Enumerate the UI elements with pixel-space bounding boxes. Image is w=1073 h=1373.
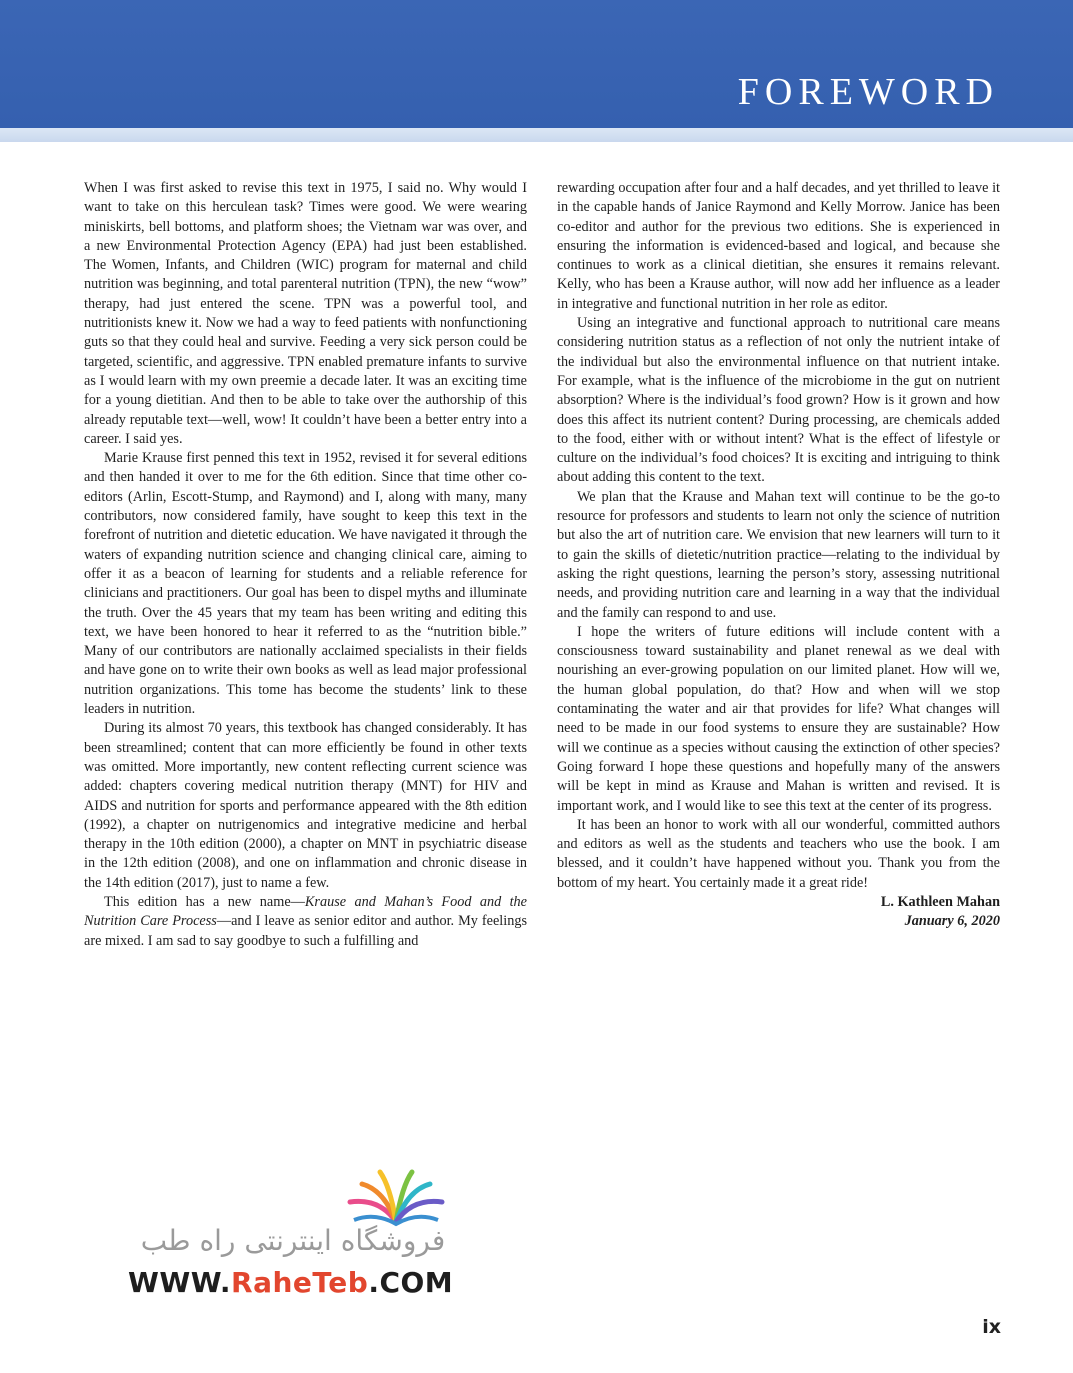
paragraph: Using an integrative and functional approach to nutritional care means considering nutrition status as a reflection of not only the nutrient intake of the individual but also the environmental influence on that nutrient intake. For example, what is the influence of the microbiome in the gut on nutrient absorption? Where is the individual’s food grown? How is it grown and how does this affect its nutrient content? During processing, are chemicals added to the food, either with or without intent? What is the effect of lifestyle or culture on the individual’s food choices? It is exciting and intriguing to think about adding this content to the text.: [557, 315, 1000, 486]
paragraph: We plan that the Krause and Mahan text will continue to be the go-to resource for professors and students to learn not only the science of nutrition but also the art of nutrition care. We envision that new learners will turn to it to gain the skills of dietetic/nutrition practice—relating to the individual by asking the right questions, learning the person’s story, assessing nutritional needs, and providing nutrition care and learning in a way that the individual and the family can respond to and use.: [557, 488, 1000, 621]
paragraph: It has been an honor to work with all our wonderful, committed authors and editors as well as the students and teachers who use the book. I am blessed, and it couldn’t have happened without you. Thank you from the bottom of my heart. You certainly made it a great ride!: [557, 816, 1000, 891]
signature-date: January 6, 2020: [904, 913, 1000, 930]
book-title: Krause and Mahan’s Food and the Nutrition Care Process: [84, 893, 527, 930]
page-title: FOREWORD: [737, 71, 999, 113]
watermark-logo: [128, 1168, 458, 1308]
signature-name: L. Kathleen Mahan: [880, 893, 1000, 910]
paragraph: rewarding occupation after four and a half decades, and yet thrilled to leave it in the capable hands of Janice Raymond and Kelly Morrow. Janice has been co-editor and author for the previous two editions. She is experienced in ensuring the information is evidenced-based and logical, and because she continues to work as a clinical dietitian, she ensures it remains relevant. Kelly, who has been a Krause author, will now add her influence as a leader in integrative and functional nutrition in her role as editor.: [557, 180, 1000, 312]
paragraph: During its almost 70 years, this textbook has changed considerably. It has been streamlined; content that can more efficiently be found in other texts was omitted. More importantly, new content reflecting current science was added: chapters covering medical nutrition therapy (MNT) for HIV and AIDS and nutrition for sports and performance appeared with the 8th edition (1992), a chapter on nutrigenomics and integrative medicine and herbal therapy in the 10th edition (2000), a chapter on MNT in psychiatric disease in the 12th edition (2008), and one on inflammation and chronic disease in the 14th edition (2017), just to name a few.: [84, 720, 527, 891]
paragraph: When I was first asked to revise this text in 1975, I said no. Why would I want to take on this herculean task? Times were good. We were wearing miniskirts, bell bottoms, and platform shoes; the Vietnam war was over, and a new Environmental Protection Agency (EPA) had just been established. The Women, Infants, and Children (WIC) program for maternal and child nutrition was beginning, and total parenteral nutrition (TPN), the new “wow” therapy, had just entered the scene. TPN was a powerful tool, and nutritionists knew it. Now we had a way to feed patients with nonfunctioning guts so that they could heal and survive. Feeding a very sick person could be targeted, scientific, and aggressive. TPN enabled premature infants to survive as I would learn with my own preemie a decade later. It was an exciting time for a young dietitian. And then to be able to take over the authorship of this already reputable text—well, wow! It couldn’t have been a better entry into a career. I said yes.: [84, 180, 527, 447]
paragraph: I hope the writers of future editions will include content with a consciousness toward sustainability and planet renewal as we deal with nourishing an ever-growing population on our limited planet. How will we, the human global population, do that? How and when will we stop contaminating the water and air that provides for life? What changes will need to be made in our food systems to ensure they are sustainable? How will we continue as a species without causing the extinction of other species? Going forward I hope these questions and hopefully many of the answers will be kept in mind as Krause and Mahan is written and revised. It is important work, and I would like to see this text at the center of its progress.: [557, 623, 1000, 814]
left-column: [84, 179, 527, 951]
book-fan-icon: [340, 1168, 452, 1228]
watermark-persian-text: فروشگاه اینترنتی راه طب: [140, 1224, 446, 1257]
watermark-url: [128, 1266, 458, 1299]
right-column: [557, 179, 1000, 932]
url-prefix: WWW.: [128, 1266, 232, 1299]
paragraph-text: —and I leave as senior editor and author. My feelings are mixed. I am sad to say goodbye to such a fulfilling and: [84, 913, 527, 949]
header-rule: [0, 128, 1073, 142]
page-number: ix: [982, 1316, 1001, 1338]
paragraph: [84, 893, 527, 951]
paragraph: Marie Krause first penned this text in 1952, revised it for several editions and then handed it over to me for the 6th edition. Since that time other co-editors (Arlin, Escott-Stump, and Raymond) and I, along with many, many contributors, now considered family, have sought to keep this text in the forefront of nutrition and dietetic education. We have navigated it through the waters of expanding nutrition science and changing clinical care, aiming to offer it as a beacon of learning for students and a reliable reference for clinicians and practitioners. Our goal has been to dispel myths and illuminate the truth. Over the 45 years that my team has been writing and editing this text, we have been honored to hear it referred to as the “nutrition bible.” Many of our contributors are nationally acclaimed specialists in their fields and have gone on to write their own books as well as lead major professional nutrition organizations. This tome has become the students’ link to these leaders in nutrition.: [84, 450, 527, 718]
url-name: RaheTeb: [231, 1266, 369, 1299]
paragraph-text: This edition has a new name—: [104, 893, 305, 910]
url-suffix: .COM: [368, 1266, 454, 1299]
